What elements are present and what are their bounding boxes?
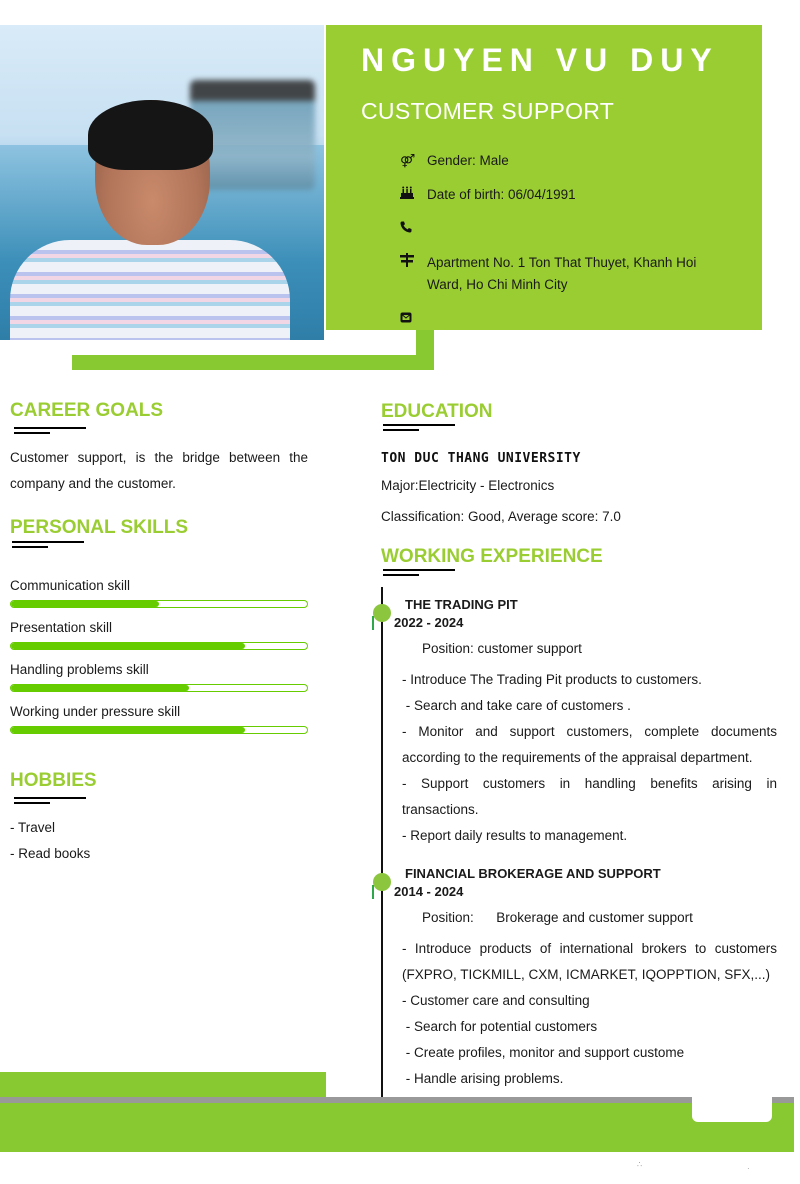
contact-info-list bbox=[400, 150, 720, 342]
skill-progress-bar bbox=[10, 600, 308, 608]
decorative-connector-horizontal bbox=[72, 355, 434, 370]
skill-working-under-pressure bbox=[10, 703, 308, 734]
career-goals-text: Customer support, is the bridge between the company and the customer. bbox=[10, 450, 308, 491]
career-goals-title: CAREER GOALS bbox=[10, 400, 164, 421]
footer-green-band bbox=[0, 1103, 794, 1152]
job-duty: - Monitor and support customers, complete documents according to the requirements of the appraisal department. bbox=[402, 724, 777, 765]
info-gender bbox=[400, 150, 720, 172]
job-position: Position: Brokerage and customer support bbox=[422, 910, 693, 925]
skill-handling-problems bbox=[10, 661, 308, 692]
skill-label: Working under pressure skill bbox=[10, 704, 181, 719]
timeline-dot bbox=[373, 604, 391, 622]
job-duty: - Create profiles, monitor and support custome bbox=[402, 1045, 685, 1060]
header-panel bbox=[326, 25, 762, 330]
education-school: TON DUC THANG UNIVERSITY bbox=[381, 451, 581, 466]
skill-communication bbox=[10, 577, 308, 608]
email-icon bbox=[400, 308, 427, 330]
education-classification: Classification: Good, Average score: 7.0 bbox=[381, 509, 621, 524]
job-years: 2014 - 2024 bbox=[394, 884, 464, 899]
candidate-role: CUSTOMER SUPPORT bbox=[361, 98, 615, 124]
skill-progress-bar bbox=[10, 642, 308, 650]
skill-progress-fill bbox=[11, 685, 189, 691]
info-address bbox=[400, 252, 720, 296]
hobby-item: - Travel bbox=[10, 820, 56, 835]
job-duty: - Customer care and consulting bbox=[402, 993, 590, 1008]
skill-progress-fill bbox=[11, 601, 159, 607]
job-duty: - Search for potential customers bbox=[402, 1019, 598, 1034]
personal-skills-title: PERSONAL SKILLS bbox=[10, 517, 189, 538]
experience-title: WORKING EXPERIENCE bbox=[381, 546, 603, 567]
job-duty: - Report daily results to management. bbox=[402, 828, 628, 843]
address-signpost-icon bbox=[400, 252, 427, 274]
job-company: THE TRADING PIT bbox=[405, 597, 518, 612]
job-duties-list bbox=[402, 667, 777, 849]
phone-icon bbox=[400, 218, 427, 240]
job-duty: - Introduce products of international brokers to customers (FXPRO, TICKMILL, CXM, ICMARKET, IQOPPTION, SFX,...) bbox=[402, 941, 777, 982]
job-position: Position: customer support bbox=[422, 641, 582, 656]
job-duty: - Introduce The Trading Pit products to customers. bbox=[402, 672, 702, 687]
job-duty: - Support customers in handling benefits arising in transactions. bbox=[402, 776, 777, 817]
skill-label: Handling problems skill bbox=[10, 662, 149, 677]
hobbies-title: HOBBIES bbox=[10, 770, 97, 791]
info-birthdate-text: Date of birth: 06/04/1991 bbox=[427, 187, 576, 202]
skill-progress-fill bbox=[11, 643, 245, 649]
timeline-dot bbox=[373, 873, 391, 891]
info-email bbox=[400, 308, 720, 330]
profile-photo bbox=[0, 25, 324, 340]
education-major: Major:Electricity - Electronics bbox=[381, 478, 555, 493]
footer-notch bbox=[692, 1095, 772, 1122]
info-address-text: Apartment No. 1 Ton That Thuyet, Khanh Hoi Ward, Ho Chi Minh City bbox=[427, 255, 697, 292]
decorative-specks: ∴ bbox=[637, 1160, 643, 1169]
job-duty: - Search and take care of customers . bbox=[402, 698, 631, 713]
timeline-tick bbox=[372, 616, 374, 630]
photo-hair bbox=[88, 100, 213, 170]
skill-label: Communication skill bbox=[10, 578, 131, 593]
birthday-cake-icon bbox=[400, 184, 427, 206]
skill-label: Presentation skill bbox=[10, 620, 113, 635]
candidate-name: NGUYEN VU DUY bbox=[361, 42, 719, 78]
info-birthdate bbox=[400, 184, 720, 206]
job-duties-list bbox=[402, 936, 777, 1092]
job-duty: - Handle arising problems. bbox=[402, 1071, 564, 1086]
skill-progress-fill bbox=[11, 727, 245, 733]
hobby-item: - Read books bbox=[10, 846, 91, 861]
education-title: EDUCATION bbox=[381, 401, 493, 422]
footer-left-bar bbox=[0, 1072, 326, 1098]
photo-shirt bbox=[10, 240, 290, 340]
job-years: 2022 - 2024 bbox=[394, 615, 464, 630]
skill-presentation bbox=[10, 619, 308, 650]
info-phone bbox=[400, 218, 720, 240]
gender-icon: ⚤ bbox=[400, 153, 416, 168]
skill-progress-bar bbox=[10, 684, 308, 692]
info-gender-text: Gender: Male bbox=[427, 153, 509, 168]
job-company: FINANCIAL BROKERAGE AND SUPPORT bbox=[405, 866, 661, 881]
skill-progress-bar bbox=[10, 726, 308, 734]
decorative-speck: · bbox=[747, 1164, 750, 1173]
timeline-tick bbox=[372, 885, 374, 899]
timeline-line bbox=[381, 587, 383, 1097]
